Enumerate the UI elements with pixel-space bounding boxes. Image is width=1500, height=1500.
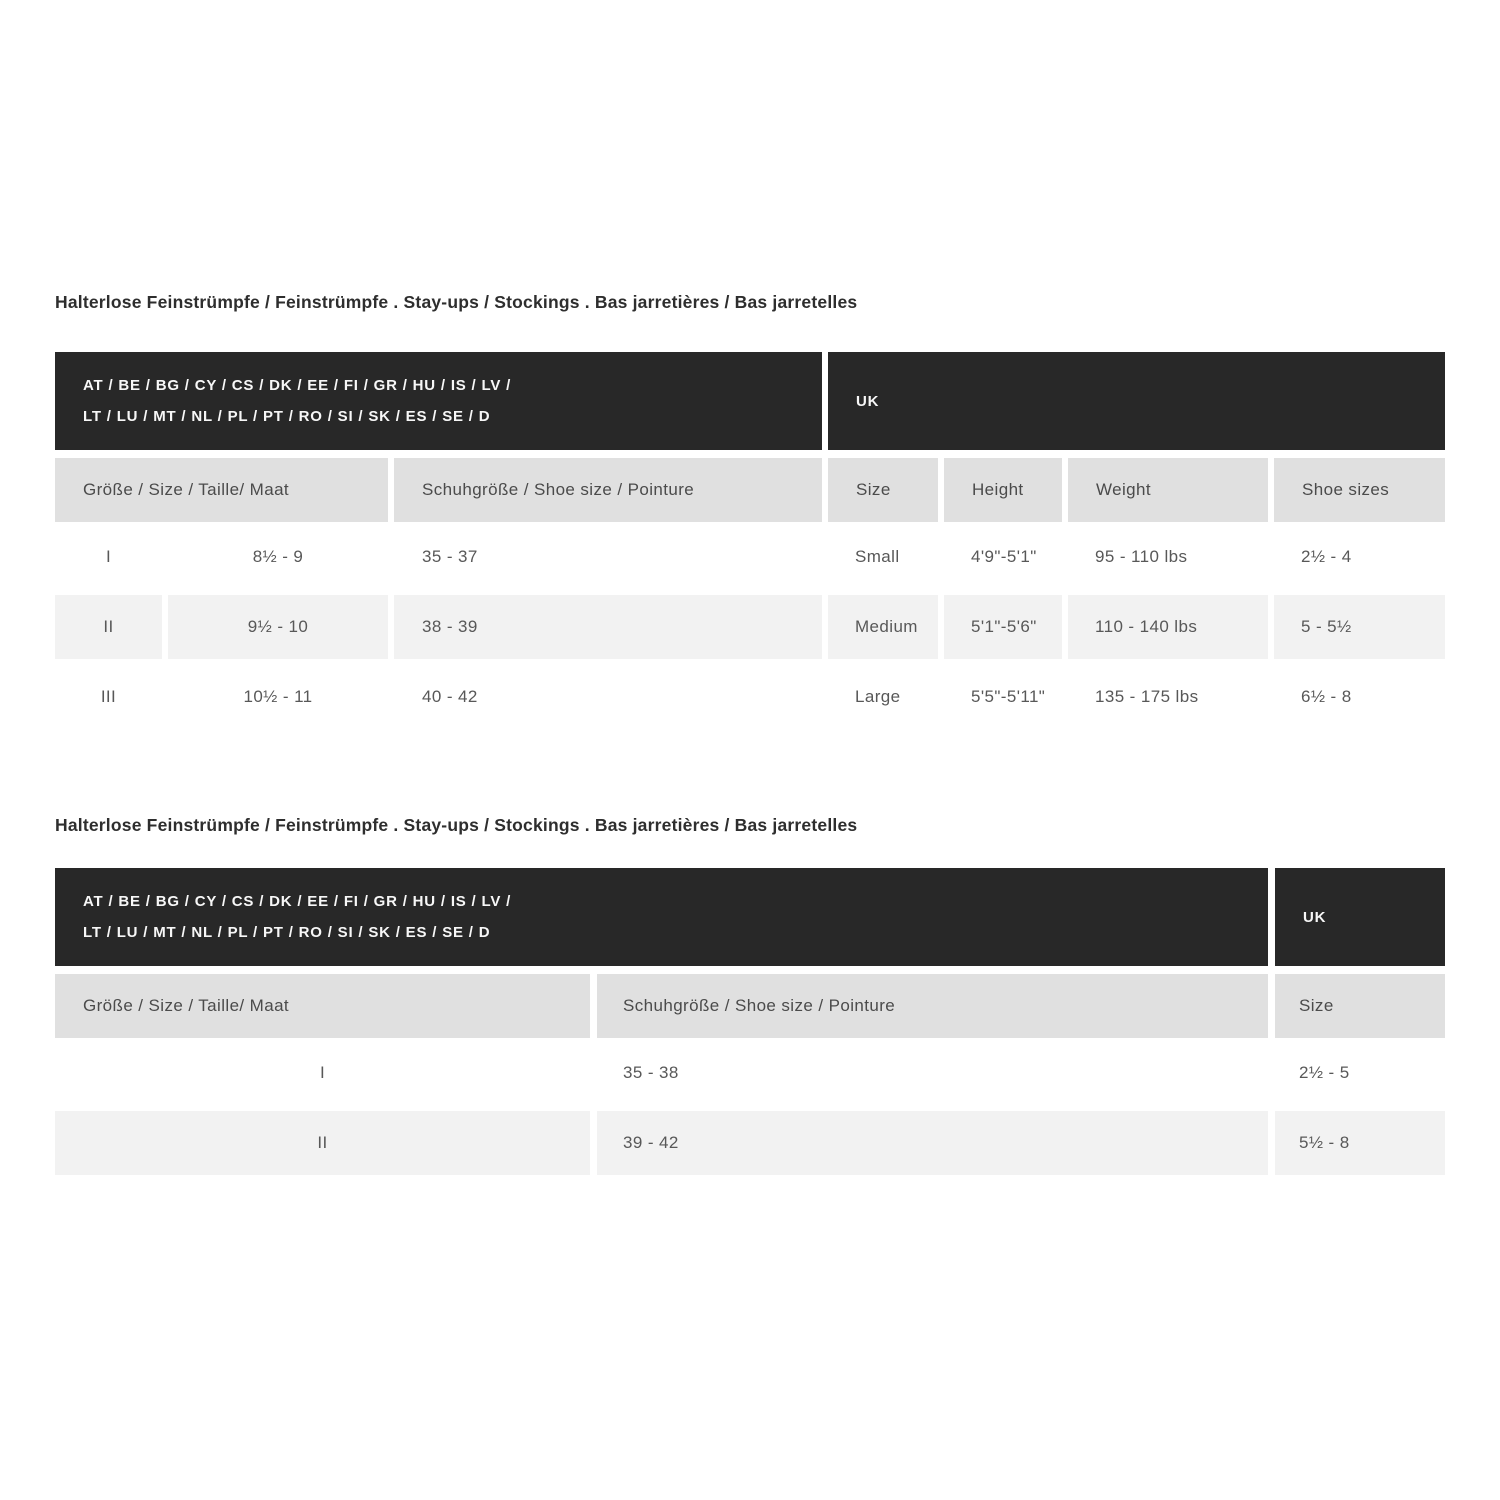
cell-groesse: 10½ - 11 <box>168 662 388 732</box>
cell-groesse: 9½ - 10 <box>168 592 388 662</box>
cell-size-numeral: I <box>55 1038 590 1108</box>
uk-region-label: UK <box>1303 908 1327 926</box>
col-header-groesse: Größe / Size / Taille/ Maat <box>55 974 590 1038</box>
cell-weight: 95 - 110 lbs <box>1068 522 1268 592</box>
column-header-row <box>55 458 1445 522</box>
uk-region-cell <box>1275 868 1445 966</box>
region-header-row <box>55 352 1445 450</box>
eu-countries-line2: LT / LU / MT / NL / PL / PT / RO / SI / SK / ES / SE / D <box>83 408 491 425</box>
cell-size-numeral: III <box>55 662 162 732</box>
cell-weight: 135 - 175 lbs <box>1068 662 1268 732</box>
col-header-shoe-sizes: Shoe sizes <box>1274 458 1445 522</box>
cell-uk-size: 2½ - 5 <box>1275 1038 1445 1108</box>
cell-shoe-sizes: 5 - 5½ <box>1274 592 1445 662</box>
table-row <box>55 662 1445 732</box>
cell-uk-size: Large <box>828 662 938 732</box>
col-header-schuhgroesse: Schuhgröße / Shoe size / Pointure <box>597 974 1268 1038</box>
eu-countries-line1: AT / BE / BG / CY / CS / DK / EE / FI / GR / HU / IS / LV / <box>83 377 512 394</box>
col-header-weight: Weight <box>1068 458 1268 522</box>
cell-schuhgroesse: 35 - 38 <box>597 1038 1268 1108</box>
cell-schuhgroesse: 40 - 42 <box>394 662 822 732</box>
eu-countries-cell <box>55 352 822 450</box>
cell-shoe-sizes: 6½ - 8 <box>1274 662 1445 732</box>
table-row <box>55 522 1445 592</box>
table-row <box>55 1108 1445 1178</box>
eu-countries-line2: LT / LU / MT / NL / PL / PT / RO / SI / SK / ES / SE / D <box>83 924 491 941</box>
col-header-height: Height <box>944 458 1062 522</box>
region-header-row <box>55 868 1445 966</box>
cell-weight: 110 - 140 lbs <box>1068 592 1268 662</box>
cell-shoe-sizes: 2½ - 4 <box>1274 522 1445 592</box>
uk-region-label: UK <box>856 392 880 410</box>
cell-uk-size: 5½ - 8 <box>1275 1108 1445 1178</box>
col-header-schuhgroesse: Schuhgröße / Shoe size / Pointure <box>394 458 822 522</box>
cell-size-numeral: I <box>55 522 162 592</box>
cell-uk-size: Small <box>828 522 938 592</box>
table-row <box>55 592 1445 662</box>
col-header-size: Size <box>1275 974 1445 1038</box>
col-header-size: Size <box>828 458 938 522</box>
section1-title: Halterlose Feinstrümpfe / Feinstrümpfe . Stay-ups / Stockings . Bas jarretières / Bas jarretelles <box>55 292 858 312</box>
cell-schuhgroesse: 38 - 39 <box>394 592 822 662</box>
cell-schuhgroesse: 39 - 42 <box>597 1108 1268 1178</box>
column-header-row <box>55 974 1445 1038</box>
size-table-stockings-eu-uk <box>55 868 1445 1178</box>
cell-groesse: 8½ - 9 <box>168 522 388 592</box>
size-table-stayups-eu-uk <box>55 352 1445 732</box>
cell-size-numeral: II <box>55 592 162 662</box>
uk-region-cell <box>828 352 1445 450</box>
cell-height: 5'1"-5'6" <box>944 592 1062 662</box>
cell-height: 5'5"-5'11" <box>944 662 1062 732</box>
eu-countries-cell <box>55 868 1268 966</box>
cell-size-numeral: II <box>55 1108 590 1178</box>
col-header-groesse: Größe / Size / Taille/ Maat <box>55 458 388 522</box>
cell-height: 4'9"-5'1" <box>944 522 1062 592</box>
section2-title: Halterlose Feinstrümpfe / Feinstrümpfe . Stay-ups / Stockings . Bas jarretières / Bas jarretelles <box>55 815 858 835</box>
cell-uk-size: Medium <box>828 592 938 662</box>
cell-schuhgroesse: 35 - 37 <box>394 522 822 592</box>
table-row <box>55 1038 1445 1108</box>
eu-countries-line1: AT / BE / BG / CY / CS / DK / EE / FI / GR / HU / IS / LV / <box>83 893 512 910</box>
